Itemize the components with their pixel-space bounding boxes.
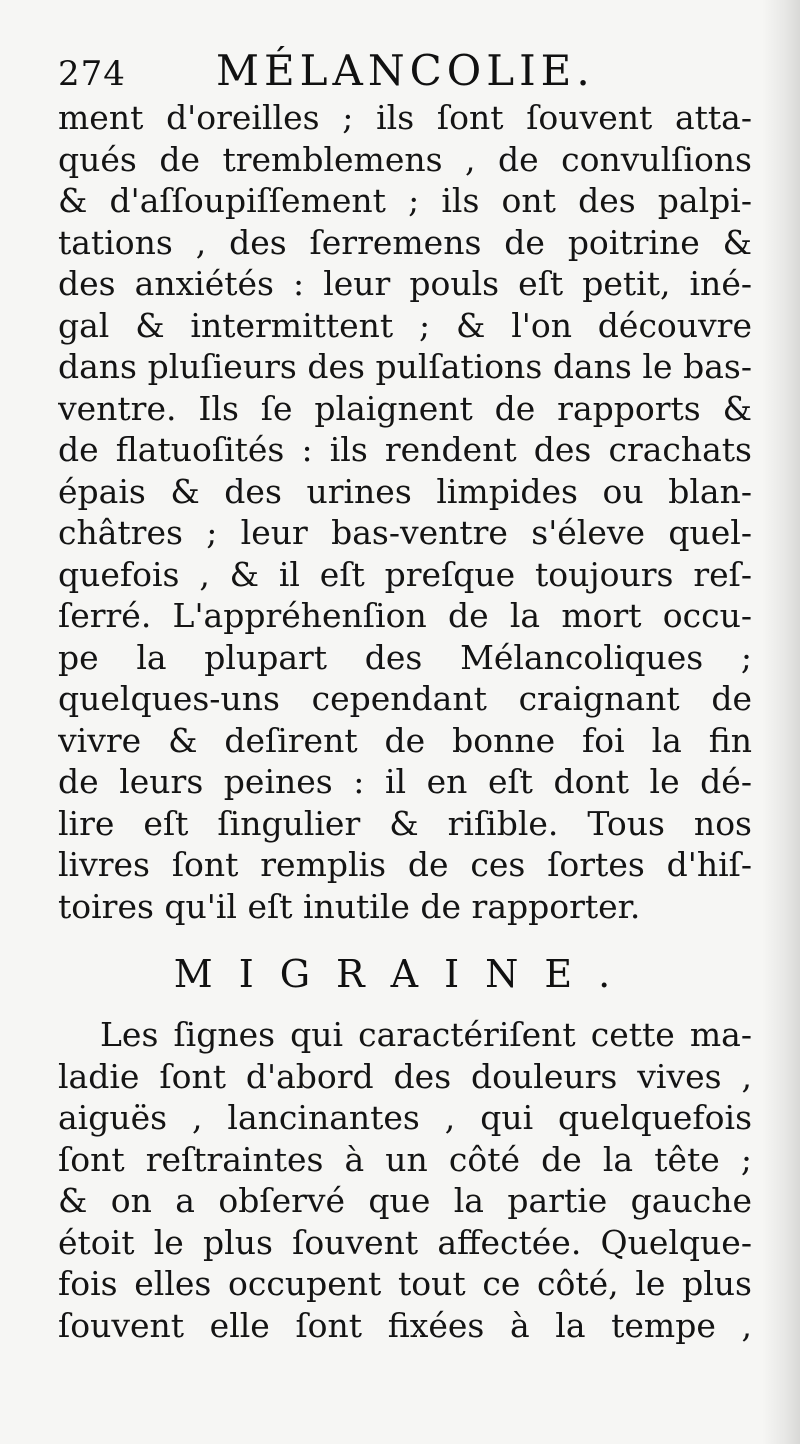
text-line: ſouvent elle ſont fixées à la tempe ,: [58, 1305, 752, 1345]
text-line: quelques-uns cependant craignant de: [58, 679, 752, 718]
page-gutter-shadow: [762, 0, 800, 1444]
text-line: ladie ſont d'abord des douleurs vives ,: [58, 1056, 752, 1096]
text-line: pe la plupart des Mélancoliques ;: [58, 637, 752, 677]
text-line: Les ſignes qui caractériſent cette ma-: [100, 1015, 752, 1054]
text-line: toires qu'il eſt inutile de rapporter.: [58, 886, 641, 926]
text-line: dans pluſieurs des pulſations dans le bas-: [58, 347, 752, 386]
text-line: livres ſont remplis de ces ſortes d'hiſ-: [58, 845, 752, 884]
text-line: ventre. Ils ſe plaignent de rapports &: [58, 388, 752, 428]
page-header: [58, 40, 758, 100]
page-number: 274: [58, 54, 126, 94]
text-line: épais & des urines limpides ou blan-: [58, 471, 752, 511]
text-line: gal & intermittent ; & l'on découvre: [58, 305, 752, 345]
text-line: vivre & deſirent de bonne foi la fin: [58, 720, 752, 760]
text-line: étoit le plus ſouvent affectée. Quelque-: [58, 1222, 752, 1262]
section-title: MIGRAINE.: [173, 952, 637, 996]
text-line: ment d'oreilles ; ils ſont ſouvent atta-: [58, 98, 752, 137]
paragraph-melancolie: [58, 97, 752, 927]
text-line: des anxiétés : leur pouls eſt petit, iné-: [58, 264, 752, 303]
text-line: & on a obſervé que la partie gauche: [58, 1181, 752, 1220]
text-line: quefois , & il eſt preſque toujours reſ-: [58, 554, 752, 594]
text-line: de flatuoſités : ils rendent des crachats: [58, 430, 752, 469]
text-line: lire eſt ſingulier & riſible. Tous nos: [58, 803, 752, 843]
running-head: MÉLANCOLIE.: [216, 46, 595, 95]
paragraph-migraine: [58, 1014, 752, 1346]
text-line: tations , des ſerremens de poitrine &: [58, 222, 752, 262]
text-line: & d'aſſoupiſſement ; ils ont des palpi-: [58, 181, 752, 220]
text-line: ſerré. L'appréhenſion de la mort occu-: [58, 596, 752, 635]
text-line: châtres ; leur bas-ventre s'éleve quel-: [58, 513, 752, 552]
text-line: fois elles occupent tout ce côté, le plus: [58, 1264, 752, 1303]
text-line: qués de tremblemens , de convulſions: [58, 139, 752, 179]
text-line: aiguës , lancinantes , qui quelquefois: [58, 1098, 752, 1137]
text-line: de leurs peines : il en eſt dont le dé-: [58, 762, 752, 801]
text-line: ſont reſtraintes à un côté de la tête ;: [58, 1139, 752, 1179]
